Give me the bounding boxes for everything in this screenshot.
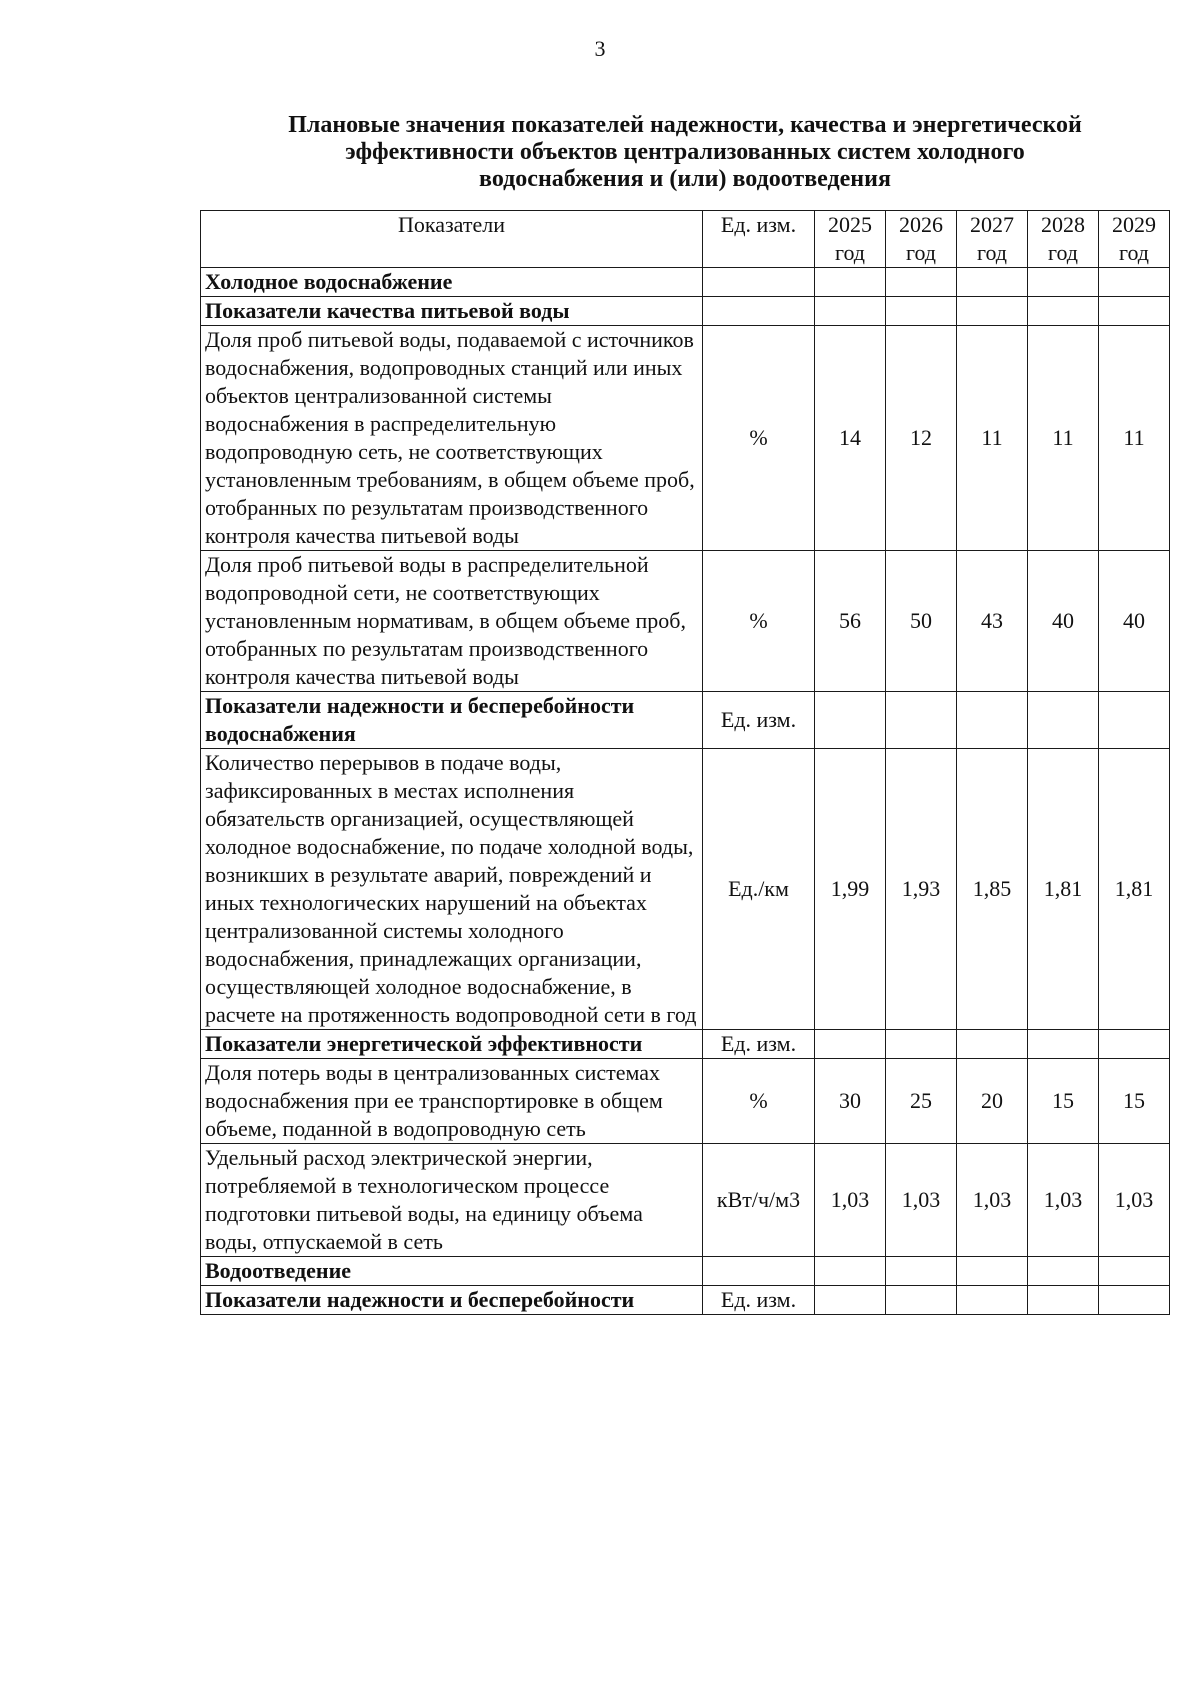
title-line-1: Плановые значения показателей надежности, качества и энергетической — [288, 112, 1082, 138]
value-cell — [815, 297, 886, 326]
value-cell — [1099, 297, 1170, 326]
table-section-row — [201, 692, 1170, 749]
indicator-name-cell: Показатели энергетической эффективности — [201, 1030, 703, 1059]
value-cell: 1,99 — [815, 749, 886, 1030]
value-cell — [886, 1257, 957, 1286]
value-cell — [957, 297, 1028, 326]
table-row — [201, 326, 1170, 551]
value-cell — [1028, 692, 1099, 749]
value-cell — [1099, 268, 1170, 297]
table-section-row — [201, 297, 1170, 326]
title-line-3: водоснабжения и (или) водоотведения — [479, 166, 891, 192]
unit-cell: Ед./км — [703, 749, 815, 1030]
value-cell — [815, 1286, 886, 1315]
value-cell — [815, 268, 886, 297]
value-cell — [1099, 692, 1170, 749]
header-unit: Ед. изм. — [703, 211, 815, 268]
table-row — [201, 551, 1170, 692]
table-row — [201, 749, 1170, 1030]
value-cell — [886, 268, 957, 297]
value-cell: 40 — [1099, 551, 1170, 692]
header-year-2027: 2027 год — [957, 211, 1028, 268]
unit-cell — [703, 1257, 815, 1286]
unit-cell — [703, 268, 815, 297]
value-cell: 14 — [815, 326, 886, 551]
table-body — [201, 268, 1170, 1315]
value-cell: 25 — [886, 1059, 957, 1144]
table-section-row — [201, 268, 1170, 297]
value-cell: 20 — [957, 1059, 1028, 1144]
header-indicator: Показатели — [201, 211, 703, 268]
value-cell: 11 — [1028, 326, 1099, 551]
value-cell — [815, 1030, 886, 1059]
indicator-name-cell: Показатели качества питьевой воды — [201, 297, 703, 326]
header-year-2028: 2028 год — [1028, 211, 1099, 268]
title-line-2: эффективности объектов централизованных систем холодного — [345, 139, 1025, 165]
indicator-name-cell: Показатели надежности и бесперебойности — [201, 1286, 703, 1315]
value-cell — [957, 268, 1028, 297]
value-cell: 1,85 — [957, 749, 1028, 1030]
value-cell — [1028, 1286, 1099, 1315]
value-cell: 1,93 — [886, 749, 957, 1030]
value-cell — [1028, 297, 1099, 326]
value-cell: 1,81 — [1099, 749, 1170, 1030]
value-cell — [957, 1286, 1028, 1315]
indicator-name-cell: Количество перерывов в подаче воды, зафиксированных в местах исполнения обязательств организацией, осуществляющей холодное водоснабжение, по подаче холодной воды, возникших в результате аварий, повреждений и иных технологических нарушений на объектах централизованной системы холодного водоснабжения, принадлежащих организации, осуществляющей холодное водоснабжение, в расчете на протяженность водопроводной сети в год — [201, 749, 703, 1030]
header-year-2029: 2029 год — [1099, 211, 1170, 268]
value-cell — [1028, 268, 1099, 297]
value-cell — [957, 1030, 1028, 1059]
indicator-name-cell: Удельный расход электрической энергии, потребляемой в технологическом процессе подготовки питьевой воды, на единицу объема воды, отпускаемой в сеть — [201, 1144, 703, 1257]
value-cell: 1,03 — [886, 1144, 957, 1257]
table-header-row — [201, 211, 1170, 268]
document-title — [200, 112, 1170, 193]
value-cell: 1,03 — [1099, 1144, 1170, 1257]
table-section-row — [201, 1030, 1170, 1059]
value-cell: 43 — [957, 551, 1028, 692]
unit-cell: % — [703, 551, 815, 692]
value-cell: 15 — [1099, 1059, 1170, 1144]
value-cell — [886, 1286, 957, 1315]
value-cell — [957, 1257, 1028, 1286]
value-cell — [1028, 1030, 1099, 1059]
value-cell — [886, 1030, 957, 1059]
value-cell — [1099, 1030, 1170, 1059]
table-section-row — [201, 1257, 1170, 1286]
value-cell — [1028, 1257, 1099, 1286]
indicator-name-cell: Доля проб питьевой воды в распределительной водопроводной сети, не соответствующих установленным нормативам, в общем объеме проб, отобранных по результатам производственного контроля качества питьевой воды — [201, 551, 703, 692]
value-cell — [886, 692, 957, 749]
value-cell: 12 — [886, 326, 957, 551]
unit-cell: Ед. изм. — [703, 1286, 815, 1315]
table-row — [201, 1059, 1170, 1144]
unit-cell: Ед. изм. — [703, 692, 815, 749]
unit-cell: кВт/ч/м3 — [703, 1144, 815, 1257]
unit-cell: Ед. изм. — [703, 1030, 815, 1059]
indicator-name-cell: Показатели надежности и бесперебойности водоснабжения — [201, 692, 703, 749]
unit-cell: % — [703, 1059, 815, 1144]
value-cell: 15 — [1028, 1059, 1099, 1144]
value-cell — [886, 297, 957, 326]
value-cell: 56 — [815, 551, 886, 692]
indicators-table — [200, 210, 1170, 1315]
value-cell: 1,03 — [815, 1144, 886, 1257]
value-cell: 1,81 — [1028, 749, 1099, 1030]
unit-cell — [703, 297, 815, 326]
value-cell: 30 — [815, 1059, 886, 1144]
value-cell: 11 — [957, 326, 1028, 551]
value-cell: 40 — [1028, 551, 1099, 692]
value-cell: 1,03 — [1028, 1144, 1099, 1257]
value-cell — [815, 692, 886, 749]
unit-cell: % — [703, 326, 815, 551]
value-cell — [815, 1257, 886, 1286]
value-cell — [1099, 1257, 1170, 1286]
page-number: 3 — [594, 36, 606, 61]
indicator-name-cell: Холодное водоснабжение — [201, 268, 703, 297]
indicator-name-cell: Доля проб питьевой воды, подаваемой с источников водоснабжения, водопроводных станций или иных объектов централизованной системы водоснабжения в распределительную водопроводную сеть, не соответствующих установленным требованиям, в общем объеме проб, отобранных по результатам производственного контроля качества питьевой воды — [201, 326, 703, 551]
value-cell — [957, 692, 1028, 749]
table-row — [201, 1144, 1170, 1257]
value-cell — [1099, 1286, 1170, 1315]
header-year-2026: 2026 год — [886, 211, 957, 268]
table-section-row — [201, 1286, 1170, 1315]
value-cell: 11 — [1099, 326, 1170, 551]
value-cell: 1,03 — [957, 1144, 1028, 1257]
indicator-name-cell: Доля потерь воды в централизованных системах водоснабжения при ее транспортировке в общем объеме, поданной в водопроводную сеть — [201, 1059, 703, 1144]
header-year-2025: 2025 год — [815, 211, 886, 268]
indicator-name-cell: Водоотведение — [201, 1257, 703, 1286]
value-cell: 50 — [886, 551, 957, 692]
